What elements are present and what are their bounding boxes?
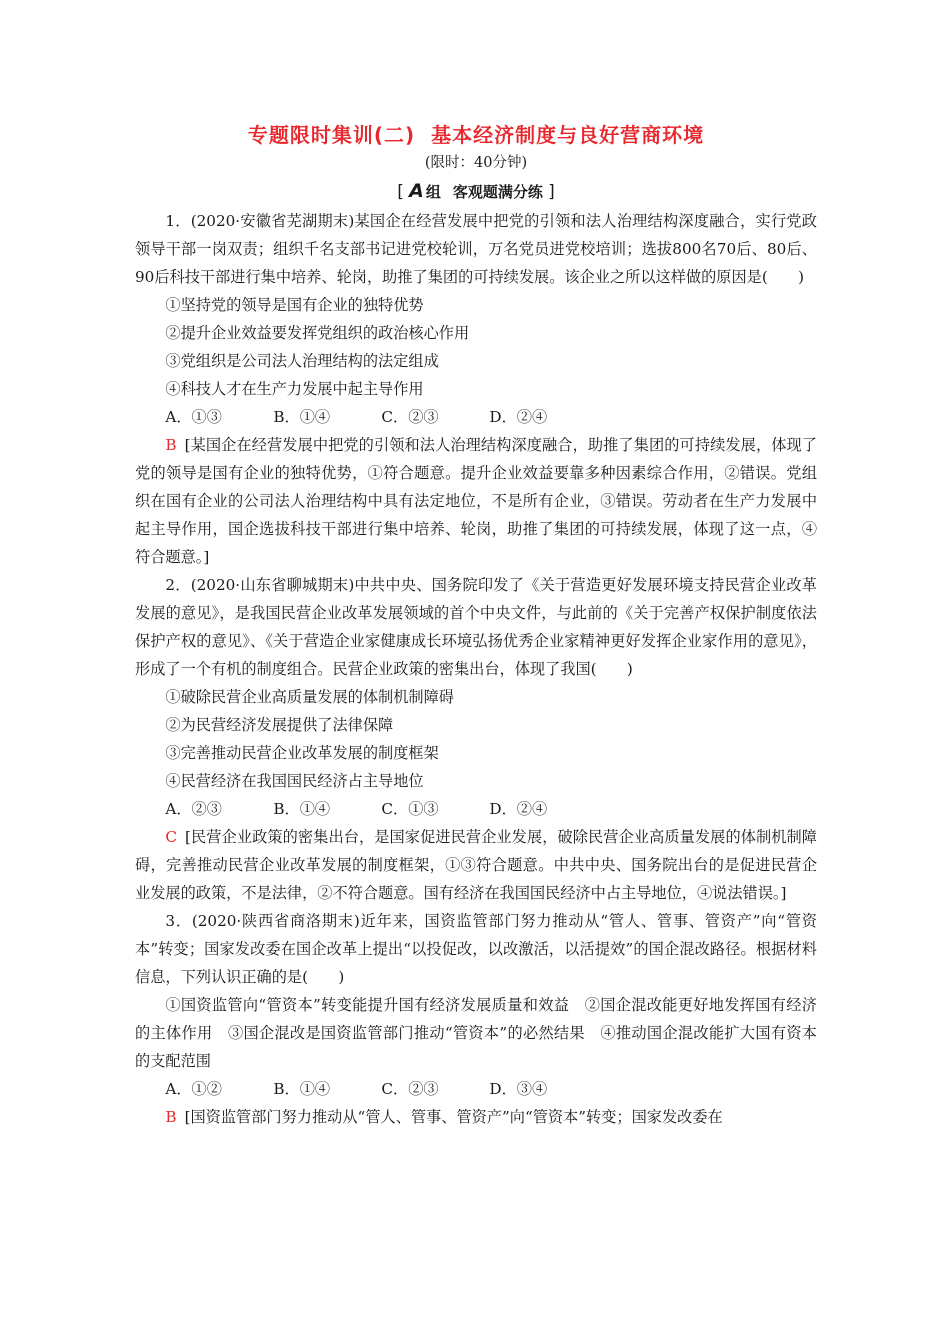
choice-b: B．①④ — [273, 1080, 331, 1098]
question-item: ④民营经济在我国国民经济占主导地位 — [165, 772, 424, 790]
time-limit: (限时：40分钟) — [424, 155, 528, 171]
section-name: 客观题满分练 — [452, 183, 543, 201]
title-right: 基本经济制度与良好营商环境 — [431, 123, 705, 147]
page-title — [135, 118, 817, 152]
choice-d: D．③④ — [489, 1080, 548, 1098]
question-item: ①破除民营企业高质量发展的体制机制障碍 — [165, 688, 454, 706]
question-item: ②为民营经济发展提供了法律保障 — [165, 716, 394, 734]
choice-row — [135, 403, 817, 431]
section-open-bracket: [ — [397, 182, 404, 202]
choice-a: A．①② — [165, 1080, 222, 1098]
answer-letter: B — [165, 1108, 177, 1126]
document-page — [135, 118, 817, 1131]
explanation-text: [某国企在经营发展中把党的引领和法人治理结构深度融合，助推了集团的可持续发展，体现了党的领导是国有企业的独特优势，①符合题意。提升企业效益要靠多种因素综合作用，②错误。党组织在国有企业的公司法人治理结构中具有法定地位，不是所有企业，③错误。劳动者在生产力发展中起主导作用，国企选拔科技干部进行集中培养、轮岗，助推了集团的可持续发展，体现了这一点，④符合题意。] — [135, 436, 817, 566]
question-stem: 3．(2020·陕西省商洛期末)近年来，国资监管部门努力推动从“管人、管事、管资产”向“管资本”转变；国家发改委在国企改革上提出“以投促改，以改激活，以活提效”的国企混改路径。根据材料信息，下列认识正确的是( ) — [135, 912, 817, 986]
question-stem: 1．(2020·安徽省芜湖期末)某国企在经营发展中把党的引领和法人治理结构深度融合，实行党政领导干部一岗双责；组织千名支部书记进党校轮训，万名党员进党校培训；选拔800名70后、80后、90后科技干部进行集中培养、轮岗，助推了集团的可持续发展。该企业之所以这样做的原因是( ) — [135, 212, 817, 286]
choice-c: C．①③ — [381, 800, 439, 818]
choice-a: A．①③ — [165, 408, 222, 426]
choice-row — [135, 1075, 817, 1103]
question-1 — [135, 207, 817, 571]
choice-a: A．②③ — [165, 800, 222, 818]
choice-d: D．②④ — [489, 408, 548, 426]
section-heading — [135, 176, 817, 207]
explanation-text: [国资监管部门努力推动从“管人、管事、管资产”向“管资本”转变；国家发改委在 — [184, 1108, 723, 1126]
question-stem: 2．(2020·山东省聊城期末)中共中央、国务院印发了《关于营造更好发展环境支持民营企业改革发展的意见》，是我国民营企业改革发展领域的首个中央文件，与此前的《关于完善产权保护制度依法保护产权的意见》、《关于营造企业家健康成长环境弘扬优秀企业家精神更好发挥企业家作用的意见》，形成了一个有机的制度组合。民营企业政策的密集出台，体现了我国( ) — [135, 576, 817, 678]
question-item: ③完善推动民营企业改革发展的制度框架 — [165, 744, 439, 762]
question-items-inline: ①国资监管向“管资本”转变能提升国有经济发展质量和效益 ②国企混改能更好地发挥国有经济的主体作用 ③国企混改是国资监管部门推动“管资本”的必然结果 ④推动国企混改能扩大国有资本的支配范围 — [135, 996, 817, 1070]
answer-explanation — [135, 1103, 817, 1131]
question-item: ②提升企业效益要发挥党组织的政治核心作用 — [165, 324, 470, 342]
choice-d: D．②④ — [489, 800, 548, 818]
question-item: ④科技人才在生产力发展中起主导作用 — [165, 380, 424, 398]
choice-b: B．①④ — [273, 800, 331, 818]
choice-c: C．②③ — [381, 1080, 439, 1098]
answer-explanation — [135, 823, 817, 907]
answer-letter: C — [165, 828, 178, 846]
title-left: 专题限时集训(二) — [247, 123, 416, 147]
question-2 — [135, 571, 817, 907]
choice-c: C．②③ — [381, 408, 439, 426]
choice-row — [135, 795, 817, 823]
question-item: ①坚持党的领导是国有企业的独特优势 — [165, 296, 424, 314]
question-item: ③党组织是公司法人治理结构的法定组成 — [165, 352, 439, 370]
section-close-bracket: ] — [548, 182, 555, 202]
section-letter: A — [409, 180, 424, 202]
explanation-text: [民营企业政策的密集出台，是国家促进民营企业发展，破除民营企业高质量发展的体制机制障碍，完善推动民营企业改革发展的制度框架，①③符合题意。中共中央、国务院出台的是促进民营企业发展的政策，不是法律，②不符合题意。国有经济在我国国民经济中占主导地位，④说法错误。] — [135, 828, 817, 902]
question-3 — [135, 907, 817, 1131]
answer-explanation — [135, 431, 817, 571]
choice-b: B．①④ — [273, 408, 331, 426]
answer-letter: B — [165, 436, 177, 454]
section-group: 组 — [425, 183, 441, 201]
